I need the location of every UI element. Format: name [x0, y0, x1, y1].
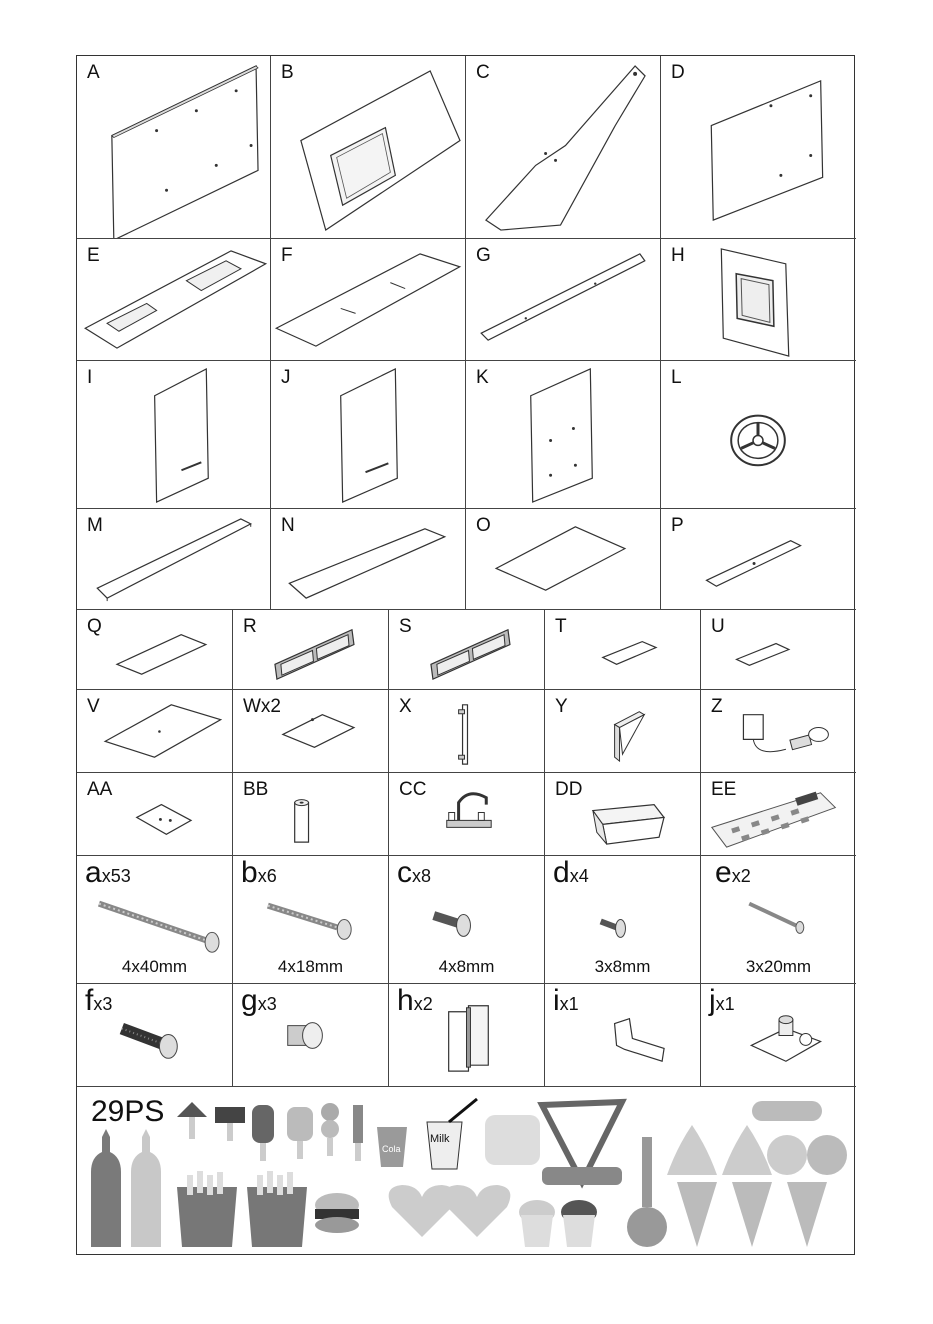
- faucet-z-illustration: [701, 690, 856, 772]
- sauce-bottle-dark: [91, 1129, 121, 1247]
- clamp-j-illustration: [701, 984, 856, 1086]
- part-label-o: O: [476, 515, 491, 536]
- cupcakes: [519, 1200, 597, 1247]
- hardware-size-a: 4x40mm: [121, 957, 188, 976]
- hardware-label-d: dx4: [553, 856, 589, 889]
- hardware-size-b: 4x18mm: [277, 957, 344, 976]
- hardware-size-e: 3x20mm: [745, 957, 812, 976]
- hardware-cell-c: [389, 856, 545, 984]
- panel-e-illustration: [77, 239, 270, 360]
- panel-f-illustration: [271, 239, 465, 360]
- part-label-n: N: [281, 515, 295, 536]
- bolt-f-illustration: [77, 984, 232, 1086]
- ice-cream-scoop: [627, 1137, 667, 1247]
- part-label-f: F: [281, 245, 293, 266]
- panel-g-illustration: [466, 239, 660, 360]
- part-cell-bb: [233, 773, 389, 856]
- part-cell-aa: [77, 773, 233, 856]
- part-label-w: Wx2: [243, 696, 281, 717]
- part-cell-m: [77, 509, 271, 610]
- panel-t-illustration: [545, 610, 700, 689]
- hardware-label-a: ax53: [85, 856, 131, 889]
- part-cell-f: [271, 239, 466, 361]
- panel-u-illustration: [701, 610, 856, 689]
- part-cell-w: [233, 690, 389, 773]
- part-label-m: M: [87, 515, 103, 536]
- part-label-q: Q: [87, 616, 102, 637]
- part-cell-b: [271, 56, 466, 239]
- part-label-e: E: [87, 245, 100, 266]
- panel-h-illustration: [661, 239, 856, 360]
- plate-aa-illustration: [77, 773, 232, 855]
- part-label-p: P: [671, 515, 684, 536]
- part-cell-a: [77, 56, 271, 239]
- sandwich: [485, 1115, 540, 1165]
- panel-a-illustration: [77, 56, 270, 238]
- part-label-ee: EE: [711, 779, 737, 800]
- part-cell-t: [545, 610, 701, 690]
- hardware-cell-g: [233, 984, 389, 1087]
- panel-n-illustration: [271, 509, 465, 609]
- ice-cream-swirls: [667, 1125, 847, 1175]
- part-cell-e: [77, 239, 271, 361]
- panel-q-illustration: [77, 610, 232, 689]
- part-cell-o: [466, 509, 661, 610]
- part-label-dd: DD: [555, 779, 583, 800]
- part-label-y: Y: [555, 696, 568, 717]
- hardware-label-e: ex2: [715, 856, 751, 889]
- hardware-cell-h: [389, 984, 545, 1087]
- hardware-cell-d: [545, 856, 701, 984]
- bracket-i-illustration: [545, 984, 700, 1086]
- part-cell-i: [77, 361, 271, 509]
- part-label-c: C: [476, 62, 490, 83]
- part-cell-z: [701, 690, 856, 773]
- part-label-cc: CC: [399, 779, 427, 800]
- hardware-cell-i: [545, 984, 701, 1087]
- steering-wheel-illustration: [661, 361, 856, 508]
- cola-cup-label: Cola: [382, 1144, 401, 1154]
- part-cell-g: [466, 239, 661, 361]
- part-cell-p: [661, 509, 856, 610]
- milk-cup-label: Milk: [430, 1133, 450, 1145]
- part-cell-v: [77, 690, 233, 773]
- part-label-t: T: [555, 616, 567, 637]
- hardware-size-d: 3x8mm: [594, 957, 651, 976]
- hardware-cell-b: [233, 856, 389, 984]
- part-label-b: B: [281, 62, 294, 83]
- part-label-v: V: [87, 696, 100, 717]
- panel-i-illustration: [77, 361, 270, 508]
- hardware-label-h: hx2: [397, 984, 433, 1017]
- hardware-label-c: cx8: [397, 856, 432, 889]
- fries-boxes: [177, 1171, 307, 1247]
- part-label-l: L: [671, 367, 682, 388]
- part-label-aa: AA: [87, 779, 113, 800]
- part-cell-n: [271, 509, 466, 610]
- ice-cream-cones: [677, 1182, 827, 1247]
- part-label-i: I: [87, 367, 93, 388]
- panel-j-illustration: [271, 361, 465, 508]
- panel-p-illustration: [661, 509, 856, 609]
- part-label-u: U: [711, 616, 725, 637]
- sauce-dispenser: [542, 1167, 622, 1185]
- panel-w-illustration: [233, 690, 388, 772]
- part-cell-l: [661, 361, 856, 509]
- hardware-label-g: gx3: [241, 984, 277, 1017]
- panel-b-illustration: [271, 56, 465, 238]
- sauce-bottle-light: [131, 1129, 161, 1247]
- parts-sheet: [76, 55, 855, 1255]
- panel-v-illustration: [77, 690, 232, 772]
- ice-pops: [177, 1102, 363, 1161]
- accessories-count-title: 29PS: [91, 1095, 165, 1128]
- part-label-r: R: [243, 616, 257, 637]
- part-cell-k: [466, 361, 661, 509]
- drink-cups: [377, 1099, 477, 1169]
- hardware-cell-a: [77, 856, 233, 984]
- bracket-y-illustration: [545, 690, 700, 772]
- part-label-k: K: [476, 367, 489, 388]
- part-cell-d: [661, 56, 856, 239]
- part-cell-ee: [701, 773, 856, 856]
- part-label-g: G: [476, 245, 491, 266]
- part-cell-h: [661, 239, 856, 361]
- part-label-bb: BB: [243, 779, 269, 800]
- tube-bb-illustration: [233, 773, 388, 855]
- part-cell-cc: [389, 773, 545, 856]
- rolling-pin: [752, 1101, 822, 1121]
- part-label-x: X: [399, 696, 412, 717]
- nut-g-illustration: [233, 984, 388, 1086]
- part-cell-j: [271, 361, 466, 509]
- part-label-h: H: [671, 245, 685, 266]
- hardware-cell-e: [701, 856, 856, 984]
- bar-x-illustration: [389, 690, 544, 772]
- sticker-sheet-ee-illustration: [701, 773, 856, 855]
- hardware-size-c: 4x8mm: [438, 957, 495, 976]
- part-cell-x: [389, 690, 545, 773]
- part-cell-dd: [545, 773, 701, 856]
- part-label-d: D: [671, 62, 685, 83]
- hardware-label-i: ix1: [553, 984, 579, 1017]
- panel-m-illustration: [77, 509, 270, 609]
- burger: [315, 1193, 359, 1233]
- hardware-label-b: bx6: [241, 856, 277, 889]
- part-label-s: S: [399, 616, 412, 637]
- tap-cc-illustration: [389, 773, 544, 855]
- hardware-cell-j: [701, 984, 856, 1087]
- basin-dd-illustration: [545, 773, 700, 855]
- part-cell-s: [389, 610, 545, 690]
- heart-waffle-2: [444, 1185, 511, 1237]
- panel-c-illustration: [466, 56, 660, 238]
- part-label-z: Z: [711, 696, 723, 717]
- hardware-cell-f: [77, 984, 233, 1087]
- part-cell-u: [701, 610, 856, 690]
- part-cell-r: [233, 610, 389, 690]
- accessories-illustration: [77, 1087, 856, 1256]
- part-cell-y: [545, 690, 701, 773]
- hinge-h-illustration: [389, 984, 544, 1086]
- accessories-cell: [77, 1087, 856, 1256]
- part-label-a: A: [87, 62, 100, 83]
- hardware-label-f: fx3: [85, 984, 113, 1017]
- part-cell-q: [77, 610, 233, 690]
- hardware-label-j: jx1: [709, 984, 735, 1017]
- panel-o-illustration: [466, 509, 660, 609]
- frame-s-illustration: [389, 610, 544, 689]
- part-label-j: J: [281, 367, 291, 388]
- frame-r-illustration: [233, 610, 388, 689]
- panel-d-illustration: [661, 56, 856, 238]
- panel-k-illustration: [466, 361, 660, 508]
- part-cell-c: [466, 56, 661, 239]
